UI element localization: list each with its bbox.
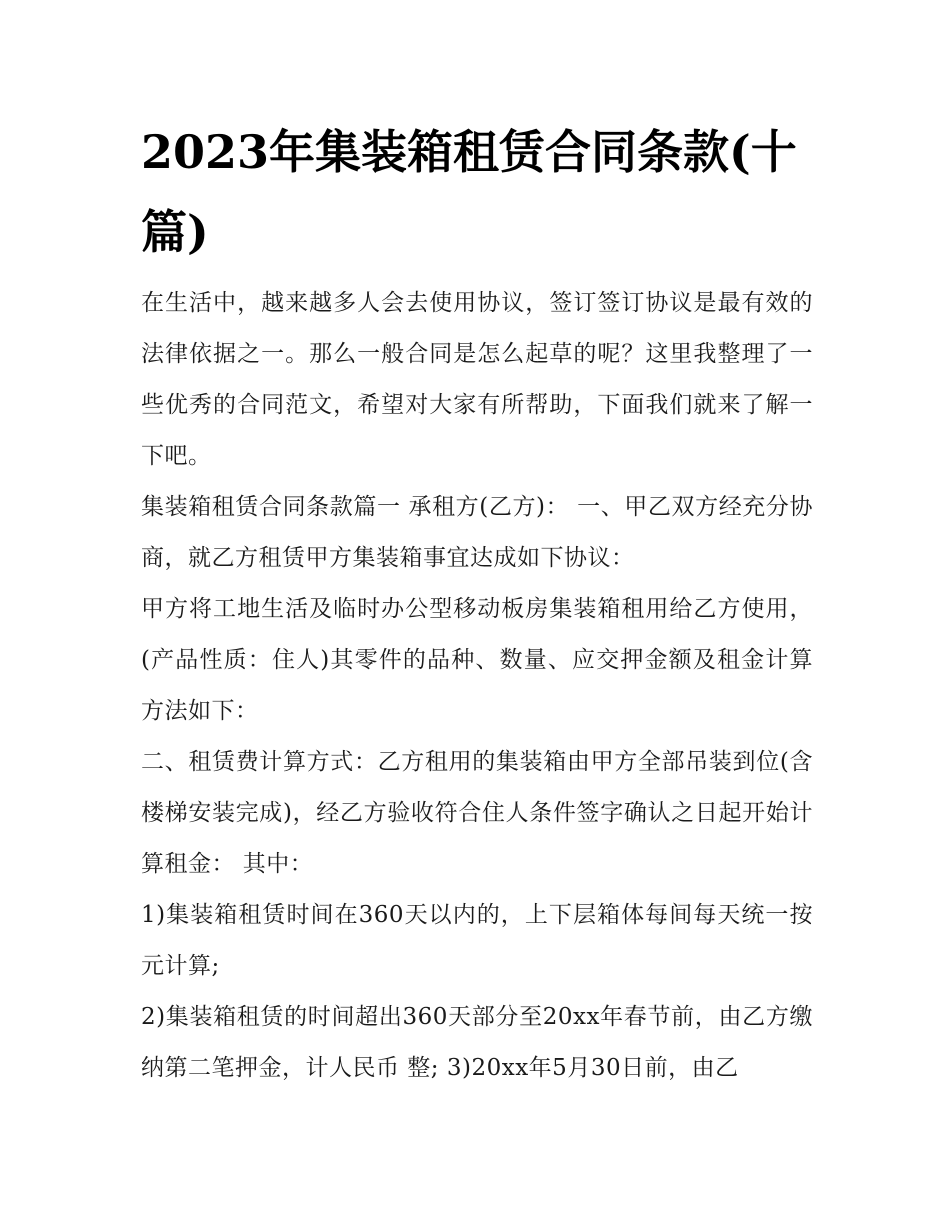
paragraph-clause-2: 2)集装箱租赁的时间超出360天部分至20xx年春节前，由乙方缴纳第二笔押金，计人民币 整; 3)20xx年5月30日前，由乙 (141, 1004, 813, 1081)
paragraph-lease-items: 甲方将工地生活及临时办公型移动板房集装箱租用给乙方使用，(产品性质：住人)其零件的品种、数量、应交押金额及租金计算方法如下： (141, 596, 813, 724)
document-title: 2023年集装箱租赁合同条款(十篇) (141, 125, 797, 259)
document-page (141, 112, 813, 1094)
paragraph-clause-1: 1)集装箱租赁时间在360天以内的，上下层箱体每间每天统一按 元计算; (141, 902, 813, 979)
paragraph-section-one: 集装箱租赁合同条款篇一 承租方(乙方)： 一、甲乙双方经充分协商，就乙方租赁甲方集装箱事宜达成如下协议： (141, 494, 813, 571)
paragraph-intro: 在生活中，越来越多人会去使用协议，签订签订协议是最有效的法律依据之一。那么一般合同是怎么起草的呢？这里我整理了一些优秀的合同范文，希望对大家有所帮助，下面我们就来了解一下吧。 (141, 290, 813, 469)
paragraph-fee-calculation: 二、租赁费计算方式：乙方租用的集装箱由甲方全部吊装到位(含楼梯安装完成)，经乙方验收符合住人条件签字确认之日起开始计算租金： 其中： (141, 749, 813, 877)
document-body (141, 278, 813, 1094)
